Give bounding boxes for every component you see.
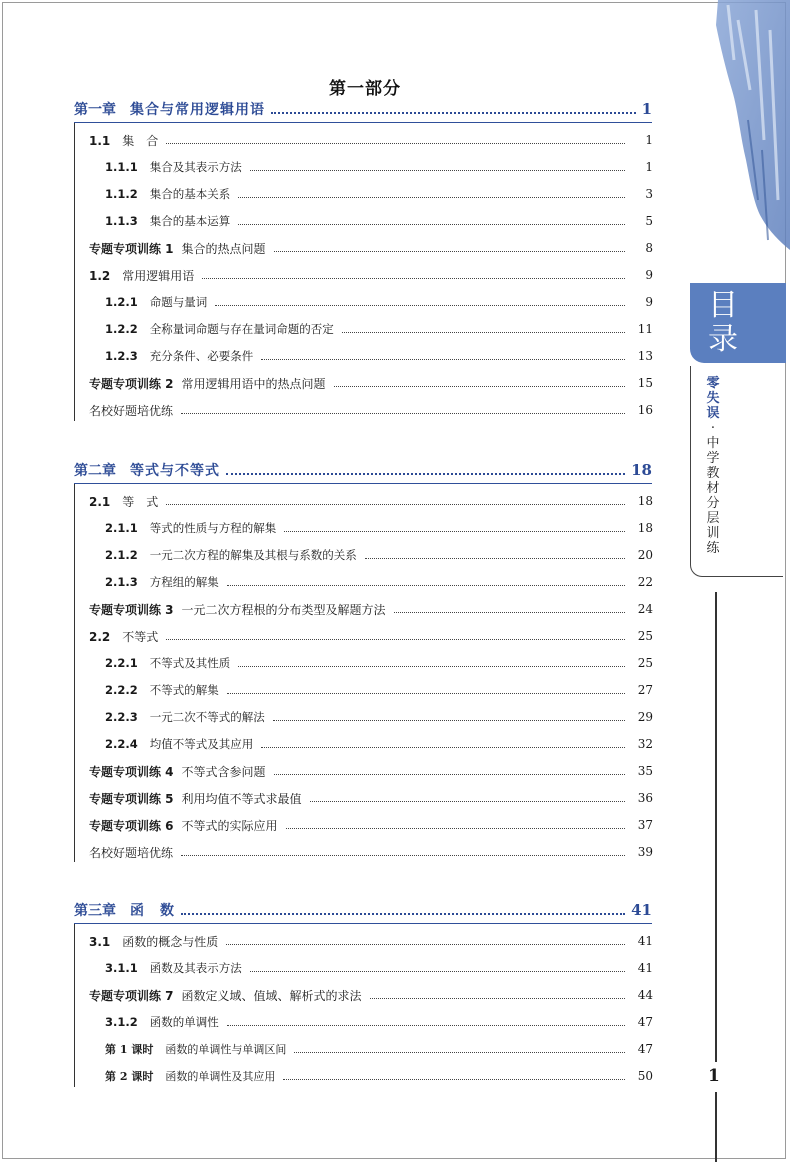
toc-entry[interactable]: [75, 706, 653, 728]
entry-number: 专题专项训练 7: [89, 988, 174, 1003]
side-rule: [715, 592, 717, 1062]
entry-number: 3.1.2: [105, 1015, 138, 1029]
entry-page: 50: [637, 1069, 653, 1083]
entry-title: 函数及其表示方法: [149, 961, 242, 975]
entry-page: 39: [637, 845, 653, 859]
entry-title: 命题与量词: [149, 295, 208, 309]
entry-page: 25: [637, 656, 653, 670]
entry-number: 1.1.3: [105, 214, 138, 228]
toc-entry[interactable]: [75, 760, 653, 782]
toc-entry[interactable]: [75, 156, 653, 178]
entry-title: 集合的基本运算: [149, 214, 231, 228]
entry-label: [75, 682, 219, 698]
entry-label: [75, 1068, 275, 1084]
leader-dots: [261, 352, 625, 360]
tab-char-1: 目: [708, 288, 738, 323]
entry-page: 8: [645, 241, 653, 255]
entry-page: 3: [645, 187, 653, 201]
leader-dots: [181, 905, 625, 915]
entry-number: 3.1: [89, 934, 111, 949]
entry-number: 专题专项训练 6: [89, 818, 174, 833]
entry-number: 1.1: [89, 133, 111, 148]
toc-entry[interactable]: [75, 679, 653, 701]
toc-entry[interactable]: [75, 210, 653, 232]
entry-label: [75, 736, 253, 752]
entry-label: [75, 321, 334, 337]
toc-entry[interactable]: [75, 291, 653, 313]
entry-page: 11: [637, 322, 653, 336]
entry-number: 专题专项训练 5: [89, 791, 174, 806]
entry-page: 15: [637, 376, 653, 390]
entry-title: 函数的单调性及其应用: [165, 1070, 276, 1083]
leader-dots: [226, 937, 625, 945]
toc-entry[interactable]: [75, 984, 653, 1006]
entry-label: [75, 159, 242, 175]
entry-label: [75, 628, 158, 645]
leader-dots: [274, 244, 625, 252]
entry-title: 集合及其表示方法: [149, 160, 242, 174]
leader-dots: [271, 104, 636, 114]
entry-label: [75, 186, 230, 202]
entry-label: [75, 132, 158, 149]
entry-number: 2.1.2: [105, 548, 138, 562]
entry-title: 集 合: [122, 133, 159, 148]
leader-dots: [166, 497, 625, 505]
entry-label: [75, 1041, 286, 1057]
entry-title: 充分条件、必要条件: [149, 349, 254, 363]
chapter-page: 41: [631, 901, 652, 919]
leader-dots: [226, 465, 625, 475]
entry-page: 36: [637, 791, 653, 805]
entry-number: 1.1.1: [105, 160, 138, 174]
leader-dots: [250, 964, 625, 972]
toc-entry[interactable]: [75, 183, 653, 205]
leader-dots: [286, 821, 625, 829]
entry-page: 24: [637, 602, 653, 616]
entry-page: 18: [637, 521, 653, 535]
entry-label: [75, 709, 265, 725]
leader-dots: [181, 848, 625, 856]
toc-entry[interactable]: [75, 372, 653, 394]
chapter-heading[interactable]: [74, 897, 652, 924]
leader-dots: [202, 271, 625, 279]
brand-rest: 中学教材分层训练: [706, 436, 720, 556]
entry-title: 等 式: [122, 494, 159, 509]
leader-dots: [284, 524, 625, 532]
entry-page: 9: [645, 295, 653, 309]
entry-title: 名校好题培优练: [89, 403, 174, 418]
entry-title: 函数的概念与性质: [122, 934, 219, 949]
chapter-title: 等式与不等式: [130, 463, 220, 479]
leader-dots: [166, 632, 625, 640]
toc-entry[interactable]: [75, 490, 653, 512]
toc-entry[interactable]: [75, 957, 653, 979]
entry-page: 44: [637, 988, 653, 1002]
chapter-title: 集合与常用逻辑用语: [130, 102, 265, 118]
chapter-page: 1: [641, 100, 652, 118]
entry-label: [75, 574, 219, 590]
chapter-title: 函 数: [130, 903, 175, 919]
entry-label: [75, 240, 266, 257]
leader-dots: [227, 1018, 625, 1026]
entry-number: 专题专项训练 3: [89, 602, 174, 617]
entry-page: 5: [645, 214, 653, 228]
entry-page: 1: [645, 133, 653, 147]
toc-entry[interactable]: [75, 625, 653, 647]
leader-dots: [342, 325, 625, 333]
toc-entry[interactable]: [75, 1065, 653, 1087]
toc-entry[interactable]: [75, 1011, 653, 1033]
toc-entry[interactable]: [75, 237, 653, 259]
entry-number: 1.1.2: [105, 187, 138, 201]
chapter-label: 第二章: [74, 463, 116, 479]
entry-page: 22: [637, 575, 653, 589]
entry-label: [75, 267, 194, 284]
leader-dots: [238, 659, 625, 667]
entry-number: 1.2: [89, 268, 111, 283]
entry-number: 2.2.1: [105, 656, 138, 670]
chapter-heading[interactable]: [74, 457, 652, 484]
leader-dots: [250, 163, 625, 171]
toc-entry[interactable]: [75, 264, 653, 286]
entry-title: 集合的基本关系: [149, 187, 231, 201]
toc-entry[interactable]: [75, 787, 653, 809]
leader-dots: [215, 298, 625, 306]
entry-title: 等式的性质与方程的解集: [149, 521, 277, 535]
entry-number: 第 2 课时: [105, 1070, 154, 1083]
entry-label: [75, 1014, 219, 1030]
entry-page: 25: [637, 629, 653, 643]
leader-dots: [394, 605, 625, 613]
entry-page: 9: [645, 268, 653, 282]
toc-entry[interactable]: [75, 930, 653, 952]
leader-dots: [334, 379, 625, 387]
toc-entry[interactable]: [75, 399, 653, 421]
entry-page: 47: [637, 1042, 653, 1056]
entry-page: 29: [637, 710, 653, 724]
entry-label: [75, 294, 207, 310]
chapter-heading[interactable]: [74, 96, 652, 123]
tab-char-2: 录: [708, 322, 738, 357]
entry-label: [75, 601, 386, 618]
entry-number: 2.2.3: [105, 710, 138, 724]
entry-title: 利用均值不等式求最值: [181, 791, 302, 806]
entry-label: [75, 348, 253, 364]
entry-title: 函数的单调性与单调区间: [165, 1043, 287, 1056]
toc-entry[interactable]: [75, 129, 653, 151]
entry-title: 一元二次不等式的解法: [149, 710, 265, 724]
entry-title: 不等式的实际应用: [181, 818, 278, 833]
brand-strong: 零失误: [706, 376, 720, 421]
side-rule-lower: [715, 1092, 717, 1162]
entry-page: 37: [637, 818, 653, 832]
brand-vertical: [703, 376, 723, 556]
entry-number: 2.2: [89, 629, 111, 644]
leader-dots: [365, 551, 625, 559]
entry-number: 2.2.2: [105, 683, 138, 697]
toc-entry[interactable]: [75, 841, 653, 863]
entry-title: 不等式含参问题: [181, 764, 266, 779]
toc-entry[interactable]: [75, 814, 653, 836]
chapter-page: 18: [631, 461, 652, 479]
entry-label: [75, 817, 278, 834]
toc-entry[interactable]: [75, 517, 653, 539]
entry-page: 32: [637, 737, 653, 751]
brand-dot: ·: [710, 421, 716, 436]
leader-dots: [310, 794, 625, 802]
toc-entry[interactable]: [75, 345, 653, 367]
entry-number: 专题专项训练 1: [89, 241, 174, 256]
entry-title: 一元二次方程的解集及其根与系数的关系: [149, 548, 357, 562]
entry-page: 27: [637, 683, 653, 697]
entry-title: 方程组的解集: [149, 575, 219, 589]
entry-title: 一元二次方程根的分布类型及解题方法: [181, 602, 386, 617]
entry-number: 1.2.1: [105, 295, 138, 309]
entry-label: [75, 520, 276, 536]
toc-entry[interactable]: [75, 571, 653, 593]
entry-number: 专题专项训练 2: [89, 376, 174, 391]
entry-title: 不等式的解集: [149, 683, 219, 697]
toc-entry[interactable]: [75, 733, 653, 755]
toc-entry[interactable]: [75, 652, 653, 674]
entry-title: 均值不等式及其应用: [149, 737, 254, 751]
leader-dots: [273, 713, 625, 721]
entry-title: 函数定义域、值域、解析式的求法: [181, 988, 362, 1003]
entry-label: [75, 763, 266, 780]
entry-title: 不等式: [122, 629, 159, 644]
entry-label: [75, 375, 326, 392]
chapter-label: 第三章: [74, 903, 116, 919]
leader-dots: [294, 1045, 625, 1053]
leader-dots: [227, 578, 625, 586]
entry-number: 第 1 课时: [105, 1043, 154, 1056]
entry-label: [75, 960, 242, 976]
decorative-brush-paint: [698, 0, 790, 260]
entry-page: 41: [637, 961, 653, 975]
entry-number: 3.1.1: [105, 961, 138, 975]
leader-dots: [238, 217, 625, 225]
chapter-label: 第一章: [74, 102, 116, 118]
entry-page: 41: [637, 934, 653, 948]
entry-label: [75, 402, 173, 419]
entry-number: 2.1: [89, 494, 111, 509]
entry-page: 16: [637, 403, 653, 417]
entry-page: 20: [637, 548, 653, 562]
contents-tab: [690, 283, 786, 363]
entry-title: 不等式及其性质: [149, 656, 231, 670]
toc-entry[interactable]: [75, 1038, 653, 1060]
entry-number: 2.1.1: [105, 521, 138, 535]
leader-dots: [181, 406, 625, 414]
entry-title: 常用逻辑用语: [122, 268, 195, 283]
chapter-entries: [74, 924, 653, 1087]
entry-page: 35: [637, 764, 653, 778]
entry-page: 47: [637, 1015, 653, 1029]
entry-title: 全称量词命题与存在量词命题的否定: [149, 322, 334, 336]
leader-dots: [238, 190, 625, 198]
entry-label: [75, 987, 362, 1004]
leader-dots: [261, 740, 625, 748]
leader-dots: [283, 1072, 625, 1080]
page-number: 1: [708, 1066, 720, 1086]
entry-label: [75, 790, 302, 807]
entry-label: [75, 547, 357, 563]
entry-page: 1: [645, 160, 653, 174]
entry-label: [75, 844, 173, 861]
entry-title: 函数的单调性: [149, 1015, 219, 1029]
chapter-entries: [74, 484, 653, 862]
entry-label: [75, 213, 230, 229]
entry-number: 1.2.2: [105, 322, 138, 336]
entry-page: 13: [637, 349, 653, 363]
entry-number: 专题专项训练 4: [89, 764, 174, 779]
entry-number: 2.1.3: [105, 575, 138, 589]
leader-dots: [166, 136, 625, 144]
leader-dots: [274, 767, 625, 775]
entry-number: 2.2.4: [105, 737, 138, 751]
entry-title: 名校好题培优练: [89, 845, 174, 860]
leader-dots: [370, 991, 625, 999]
entry-number: 1.2.3: [105, 349, 138, 363]
part-title: 第一部分: [329, 79, 401, 99]
entry-label: [75, 493, 158, 510]
chapter-entries: [74, 123, 653, 421]
entry-label: [75, 655, 230, 671]
entry-page: 18: [637, 494, 653, 508]
toc-entry[interactable]: [75, 544, 653, 566]
entry-label: [75, 933, 218, 950]
leader-dots: [227, 686, 625, 694]
toc-entry[interactable]: [75, 598, 653, 620]
entry-title: 常用逻辑用语中的热点问题: [181, 376, 326, 391]
entry-title: 集合的热点问题: [181, 241, 266, 256]
toc-entry[interactable]: [75, 318, 653, 340]
